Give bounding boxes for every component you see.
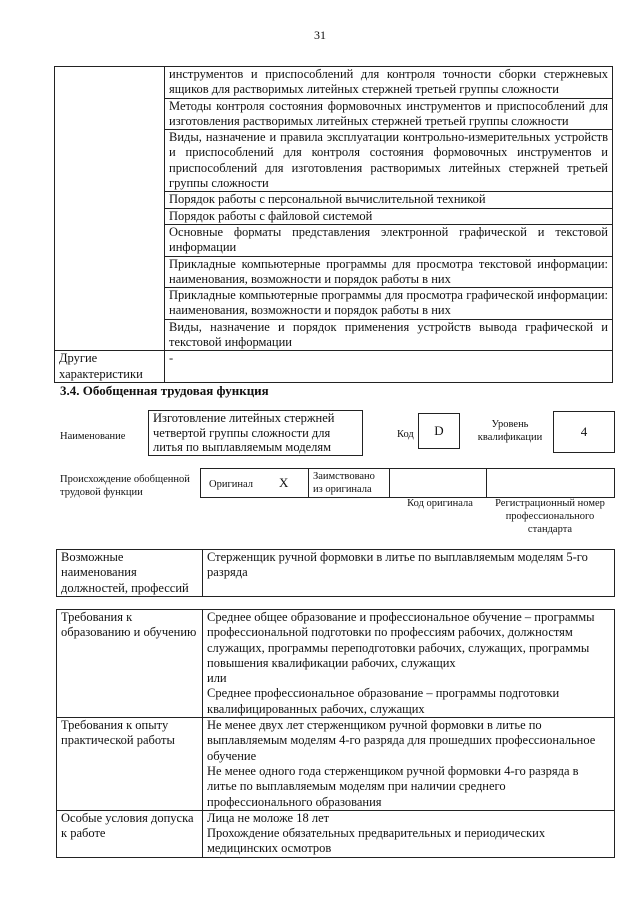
experience-value [203,718,615,811]
admission-value [203,810,615,857]
text-line: Лица не моложе 18 лет [207,810,330,825]
other-characteristics-label: Другие характеристики [55,351,165,383]
text-line: или [207,671,227,686]
table-row [55,67,613,99]
table-cell: Методы контроля состояния формовочных инструментов и приспособлений для изготовления растворимых литейных стержней третьей группы сложности [165,98,613,130]
positions-value: Стерженщик ручной формовки в литье по выплавляемым моделям 5-го разряда [203,550,615,597]
original-label: Оригинал [209,479,253,490]
table-cell: Порядок работы с персональной вычислительной техникой [165,192,613,208]
table-cell: инструментов и приспособлений для контроля точности сборки стержневых ящиков для растворимых литейных стержней третьей группы сложности [165,67,613,99]
reg-number-cell [486,468,615,498]
original-mark: X [279,475,289,490]
original-cell [200,468,309,498]
positions-table [56,549,615,597]
section-title: 3.4. Обобщенная трудовая функция [60,383,269,398]
function-name-box [148,410,363,456]
admission-label: Особые условия допуска к работе [57,810,203,857]
education-value [203,610,615,718]
table-row [57,718,615,811]
table-row [57,610,615,718]
table-row [57,550,615,597]
text-line: Не менее одного года стерженщиком ручной формовки 4-го разряда в литье по выплавляемым моделям при наличии среднего профессионального образования [207,763,579,809]
other-characteristics-value: - [165,351,613,383]
education-label: Требования к образованию и обучению [57,610,203,718]
empty-label-cell [55,67,165,351]
name-label: Наименование [60,431,126,442]
code-original-caption: Код оригинала [407,498,473,509]
text-line: Среднее общее образование и профессиональное обучение – программы профессиональной подготовки по профессиям рабочих, должностям служащих, программы переподготовки рабочих, служащих, программы повышения квалификации рабочих, служащих [207,610,595,670]
borrowed-cell [308,468,390,498]
function-name-value: Изготовление литейных стержней четвертой группы сложности для литья по выплавляемым моделям [153,411,335,454]
knowledge-table [54,66,613,383]
code-value: D [418,413,460,449]
table-cell: Порядок работы с файловой системой [165,208,613,224]
qualification-level-label: Уровень квалификации [477,419,543,443]
requirements-table [56,609,615,858]
code-original-cell [389,468,487,498]
code-label: Код [397,429,414,440]
table-row [57,810,615,857]
positions-label: Возможные наименования должностей, профессий [57,550,203,597]
table-cell: Виды, назначение и правила эксплуатации контрольно-измерительных устройств и приспособлений для контроля состояния формовочных инструментов и приспособлений для изготовления растворимых литейных стержней третьей группы сложности [165,130,613,192]
table-cell: Прикладные компьютерные программы для просмотра текстовой информации: наименования, возможности и порядок работы в них [165,256,613,288]
reg-number-caption: Регистрационный номер профессионального стандарта [495,498,605,535]
table-cell: Виды, назначение и порядок применения устройств вывода графической и текстовой информации [165,319,613,351]
qualification-level-value: 4 [553,411,615,453]
experience-label: Требования к опыту практической работы [57,718,203,811]
origin-label: Происхождение обобщенной трудовой функции [60,474,190,498]
text-line: Среднее профессиональное образование – программы подготовки квалифицированных рабочих, служащих [207,686,560,716]
borrowed-label: Заимствовано из оригинала [313,471,375,495]
text-line: Не менее двух лет стерженщиком ручной формовки в литье по выплавляемым моделям 4-го разряда для прошедших профессиональное обучение [207,718,596,763]
page-number: 31 [314,28,326,42]
table-cell: Основные форматы представления электронной графической и текстовой информации [165,224,613,256]
table-cell: Прикладные компьютерные программы для просмотра графической информации: наименования, возможности и порядок работы в них [165,288,613,320]
text-line: Прохождение обязательных предварительных и периодических медицинских осмотров [207,826,546,856]
table-row [55,351,613,383]
